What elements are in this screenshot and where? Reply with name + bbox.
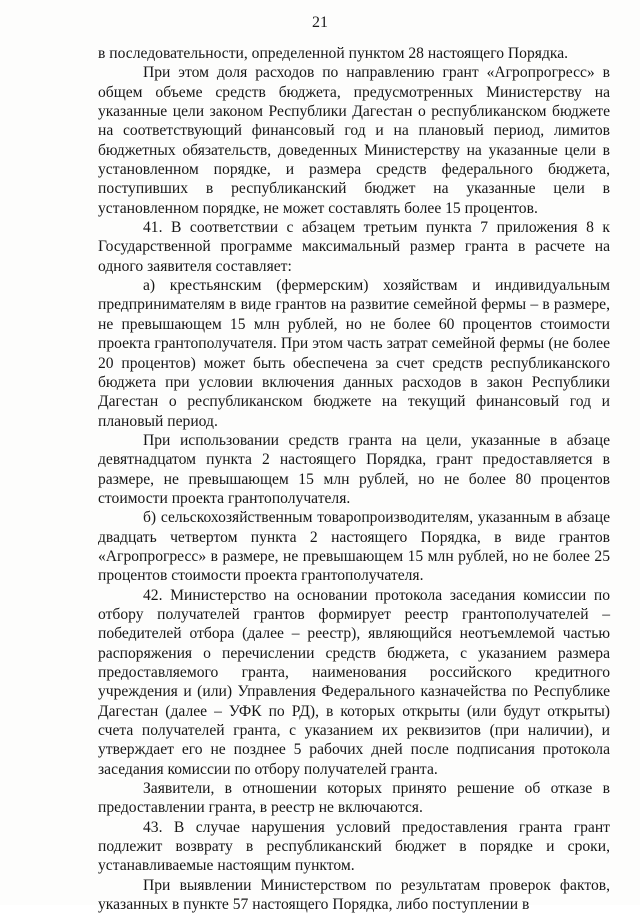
paragraph-item-41-a: а) крестьянским (фермерским) хозяйствам и индивидуальным предпринимателям в виде грантов на развитие семейной фермы – в размере, не превышающем 15 млн рублей, но не более 60 процентов стоимости проекта грантополучателя. При этом часть затрат семейной фермы (не более 20 процентов) может быть обеспечена за счет средств республиканского бюджета при условии включения данных расходов в закон Республики Дагестан о республиканском бюджете на текущий финансовый год и плановый период. (98, 277, 610, 430)
paragraph-applicants-excluded: Заявители, в отношении которых принято решение об отказе в предоставлении гранта, в реестр не включаются. (98, 780, 610, 817)
paragraph-item-43: 43. В случае нарушения условий предоставления гранта грант подлежит возврату в республиканский бюджет в порядке и сроки, устанавливаемые настоящим пунктом. (98, 818, 610, 875)
paragraph-item-41: 41. В соответствии с абзацем третьим пункта 7 приложения 8 к Государственной программе максимальный размер гранта в расчете на одного заявителя составляет: (98, 219, 610, 275)
paragraph-violations: При выявлении Министерством по результатам проверок фактов, указанных в пункте 57 настоящего Порядка, либо поступлении в (98, 876, 610, 914)
paragraph-item-42: 42. Министерство на основании протокола заседания комиссии по отбору получателей грантов формирует реестр грантополучателей – победителей отбора (далее – реестр), являющийся неотъемлемой частью распоряжения о перечислении средств бюджета, с указанием размера предоставляемого гранта, наименования российского кредитного учреждения и (или) Управления Федерального казначейства по Республике Дагестан (далее – УФК по РД), в которых открыты (или будут открыты) счета получателей гранта, с указанием их реквизитов (при наличии), и утверждает его не позднее 5 рабочих дней после подписания протокола заседания комиссии по отбору получателей гранта. (98, 586, 610, 778)
paragraph-share-of-expenses: При этом доля расходов по направлению грант «Агропрогресс» в общем объеме средств бюджета, предусмотренных Министерству на указанные цели законом Республики Дагестан о республиканском бюджете на соответствующий финансовый год и на плановый период, лимитов бюджетных обязательств, доведенных Министерству на указанные цели в установленном порядке, и размера средств федерального бюджета, поступивших в республиканский бюджет на указанные цели в установленном порядке, не может составлять более 15 процентов. (98, 64, 610, 217)
paragraph-continuation: в последовательности, определенной пунктом 28 настоящего Порядка. (98, 45, 569, 62)
page-number: 21 (312, 14, 328, 31)
paragraph-item-41-b: б) сельскохозяйственным товаропроизводителям, указанным в абзаце двадцать четвертом пункта 2 настоящего Порядка, в виде грантов «Агропрогресс» в размере, не превышающем 15 млн рублей, но не более 25 процентов стоимости проекта грантополучателя. (98, 509, 610, 585)
paragraph-grant-use: При использовании средств гранта на цели, указанные в абзаце девятнадцатом пункта 2 настоящего Порядка, грант предоставляется в размере, не превышающем 15 млн рублей, но не более 80 процентов стоимости проекта грантополучателя. (98, 431, 610, 507)
document-body (98, 44, 610, 914)
